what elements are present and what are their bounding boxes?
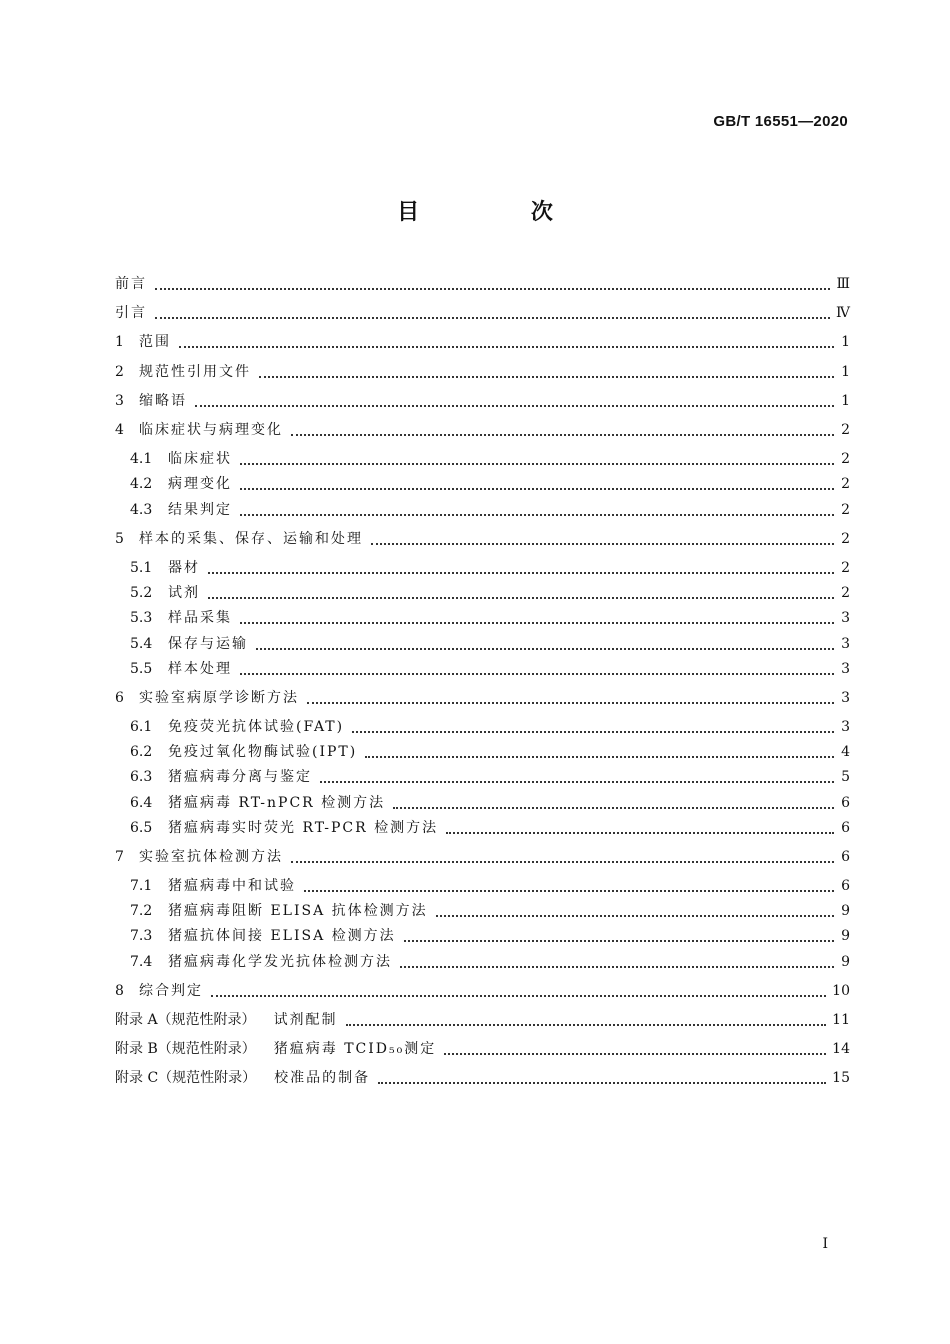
toc-entry-page: 2 bbox=[841, 531, 850, 547]
dot-leader bbox=[211, 995, 826, 997]
toc-entry-label: 试剂 bbox=[168, 585, 200, 601]
toc-entry-page: 1 bbox=[841, 334, 850, 350]
dot-leader bbox=[240, 622, 834, 624]
toc-entry-page: 9 bbox=[841, 954, 850, 970]
dot-leader bbox=[208, 597, 834, 599]
toc-entry[interactable] bbox=[115, 270, 850, 294]
toc-entry[interactable] bbox=[130, 872, 850, 896]
toc-entry-number: 4.2 bbox=[130, 476, 153, 492]
toc-entry-label: 免疫荧光抗体试验(FAT) bbox=[168, 719, 345, 735]
toc-entry-number: 4.3 bbox=[130, 502, 153, 518]
toc-entry-page: 5 bbox=[841, 769, 850, 785]
toc-entry[interactable] bbox=[130, 445, 850, 469]
toc-entry-label: 样品采集 bbox=[168, 610, 232, 626]
toc-entry[interactable] bbox=[130, 738, 850, 762]
toc-entry-label: 猪瘟病毒分离与鉴定 bbox=[168, 769, 312, 785]
toc-entry-number: 4 bbox=[115, 422, 124, 438]
toc-entry-page: 1 bbox=[841, 364, 850, 380]
toc-entry-page: 2 bbox=[841, 585, 850, 601]
toc-entry-page: 2 bbox=[841, 451, 850, 467]
dot-leader bbox=[179, 346, 834, 348]
toc-entry-label: 前言 bbox=[115, 276, 147, 292]
toc-entry[interactable] bbox=[130, 789, 850, 813]
toc-entry[interactable] bbox=[130, 713, 850, 737]
dot-leader bbox=[307, 702, 834, 704]
toc-entry-page: 9 bbox=[841, 903, 850, 919]
toc-entry-page: 6 bbox=[841, 849, 850, 865]
dot-leader bbox=[256, 648, 834, 650]
toc-entry-label: 综合判定 bbox=[139, 983, 203, 999]
toc-entry-number: 5.1 bbox=[130, 560, 153, 576]
toc-entry[interactable] bbox=[130, 470, 850, 494]
toc-entry[interactable] bbox=[130, 579, 850, 603]
toc-entry-page: 3 bbox=[841, 661, 850, 677]
toc-entry-page: 2 bbox=[841, 422, 850, 438]
toc-entry-number: 5 bbox=[115, 531, 124, 547]
dot-leader bbox=[446, 832, 834, 834]
dot-leader bbox=[291, 861, 834, 863]
toc-entry-label: 猪瘟抗体间接 ELISA 检测方法 bbox=[168, 928, 396, 944]
toc-entry-number: 6.4 bbox=[130, 795, 153, 811]
toc-entry-number: 5.4 bbox=[130, 636, 153, 652]
toc-entry-number: 3 bbox=[115, 393, 124, 409]
toc-entry-number: 1 bbox=[115, 334, 124, 350]
toc-entry-page: Ⅲ bbox=[836, 276, 850, 292]
toc-entry[interactable] bbox=[130, 897, 850, 921]
toc-entry[interactable] bbox=[115, 843, 850, 867]
toc-entry-number: 4.1 bbox=[130, 451, 153, 467]
toc-entry[interactable] bbox=[115, 1035, 850, 1059]
toc-entry-page: 2 bbox=[841, 502, 850, 518]
toc-entry-label: 猪瘟病毒 TCID₅₀测定 bbox=[273, 1041, 437, 1057]
dot-leader bbox=[304, 890, 834, 892]
dot-leader bbox=[371, 543, 834, 545]
toc-entry[interactable] bbox=[115, 358, 850, 382]
toc-entry[interactable] bbox=[115, 525, 850, 549]
toc-entry-page: 6 bbox=[841, 820, 850, 836]
toc-entry-label: 猪瘟病毒中和试验 bbox=[168, 878, 296, 894]
toc-entry-label: 校准品的制备 bbox=[274, 1070, 371, 1086]
toc-entry-number: 8 bbox=[115, 983, 124, 999]
toc-entry[interactable] bbox=[115, 299, 850, 323]
toc-entry-page: 1 bbox=[841, 393, 850, 409]
toc-entry-number: 6.3 bbox=[130, 769, 153, 785]
toc-entry[interactable] bbox=[130, 922, 850, 946]
toc-entry[interactable] bbox=[115, 1006, 850, 1030]
toc-entry-label: 器材 bbox=[168, 560, 200, 576]
toc-entry-label: 引言 bbox=[115, 305, 147, 321]
toc-entry-page: 3 bbox=[841, 719, 850, 735]
toc-entry[interactable] bbox=[115, 977, 850, 1001]
dot-leader bbox=[240, 463, 834, 465]
toc-entry-number: 附录 B（规范性附录） bbox=[115, 1041, 256, 1057]
toc-entry-label: 猪瘟病毒阻断 ELISA 抗体检测方法 bbox=[168, 903, 428, 919]
toc-entry-page: 4 bbox=[841, 744, 850, 760]
toc-entry-label: 保存与运输 bbox=[168, 636, 248, 652]
dot-leader bbox=[365, 756, 834, 758]
standard-code: GB/T 16551—2020 bbox=[713, 113, 848, 130]
toc-entry-number: 6.5 bbox=[130, 820, 153, 836]
toc-entry[interactable] bbox=[130, 655, 850, 679]
toc-entry-page: 3 bbox=[841, 690, 850, 706]
toc-entry[interactable] bbox=[115, 387, 850, 411]
toc-entry[interactable] bbox=[130, 948, 850, 972]
toc-entry[interactable] bbox=[130, 814, 850, 838]
toc-entry-number: 6.2 bbox=[130, 744, 153, 760]
dot-leader bbox=[155, 317, 830, 319]
toc-entry-number: 6.1 bbox=[130, 719, 153, 735]
toc-entry[interactable] bbox=[130, 604, 850, 628]
dot-leader bbox=[436, 915, 834, 917]
toc-entry-label: 病理变化 bbox=[168, 476, 232, 492]
page-folio: I bbox=[822, 1236, 828, 1252]
toc-entry-label: 免疫过氧化物酶试验(IPT) bbox=[168, 744, 358, 760]
toc-entry-number: 6 bbox=[115, 690, 124, 706]
dot-leader bbox=[291, 434, 834, 436]
dot-leader bbox=[444, 1053, 826, 1055]
toc-entry-page: 3 bbox=[841, 610, 850, 626]
toc-entry-label: 猪瘟病毒化学发光抗体检测方法 bbox=[168, 954, 392, 970]
toc-entry-label: 试剂配制 bbox=[273, 1012, 338, 1028]
toc-entry-number: 7 bbox=[115, 849, 124, 865]
toc-entry-page: 3 bbox=[841, 636, 850, 652]
dot-leader bbox=[352, 731, 834, 733]
toc-entry-page: 6 bbox=[841, 878, 850, 894]
toc-entry-page: Ⅳ bbox=[836, 305, 850, 321]
toc-entry-page: 2 bbox=[841, 560, 850, 576]
toc-entry[interactable] bbox=[115, 328, 850, 352]
dot-leader bbox=[240, 514, 834, 516]
toc-entry-number: 附录 A（规范性附录） bbox=[115, 1012, 256, 1028]
toc-entry-number: 7.1 bbox=[130, 878, 153, 894]
toc-entry-label: 范围 bbox=[139, 334, 171, 350]
toc-entry[interactable] bbox=[115, 1064, 850, 1088]
toc-entry-label: 猪瘟病毒 RT-nPCR 检测方法 bbox=[168, 795, 386, 811]
toc-entry-page: 11 bbox=[832, 1012, 850, 1028]
toc-entry-number: 7.4 bbox=[130, 954, 153, 970]
toc-entry-number: 5.5 bbox=[130, 661, 153, 677]
toc-entry[interactable] bbox=[115, 684, 850, 708]
dot-leader bbox=[240, 673, 834, 675]
dot-leader bbox=[393, 807, 834, 809]
toc-entry-label: 样本的采集、保存、运输和处理 bbox=[139, 531, 363, 547]
toc-entry-number: 附录 C（规范性附录） bbox=[115, 1070, 257, 1086]
toc-entry-page: 9 bbox=[841, 928, 850, 944]
toc-entry-page: 14 bbox=[832, 1041, 850, 1057]
toc-entry-page: 15 bbox=[832, 1070, 850, 1086]
toc-entry-page: 10 bbox=[832, 983, 850, 999]
dot-leader bbox=[240, 488, 834, 490]
toc-entry[interactable] bbox=[130, 554, 850, 578]
toc-entry-label: 猪瘟病毒实时荧光 RT-PCR 检测方法 bbox=[168, 820, 439, 836]
toc-entry[interactable] bbox=[130, 763, 850, 787]
dot-leader bbox=[404, 940, 834, 942]
toc-entry-label: 实验室抗体检测方法 bbox=[139, 849, 283, 865]
page-title: 目 次 bbox=[397, 200, 605, 225]
dot-leader bbox=[346, 1024, 827, 1026]
toc-entry-label: 样本处理 bbox=[168, 661, 232, 677]
toc-entry-number: 2 bbox=[115, 364, 124, 380]
toc-entry-number: 5.3 bbox=[130, 610, 153, 626]
dot-leader bbox=[259, 376, 834, 378]
toc-entry[interactable] bbox=[130, 496, 850, 520]
toc-entry-label: 临床症状 bbox=[168, 451, 232, 467]
toc-entry-label: 缩略语 bbox=[139, 393, 187, 409]
dot-leader bbox=[195, 405, 834, 407]
toc-entry[interactable] bbox=[130, 630, 850, 654]
toc-entry-number: 7.2 bbox=[130, 903, 153, 919]
toc-entry[interactable] bbox=[115, 416, 850, 440]
toc-entry-number: 7.3 bbox=[130, 928, 153, 944]
toc-entry-label: 临床症状与病理变化 bbox=[139, 422, 283, 438]
dot-leader bbox=[400, 966, 834, 968]
toc-entry-page: 2 bbox=[841, 476, 850, 492]
toc-entry-label: 规范性引用文件 bbox=[139, 364, 251, 380]
dot-leader bbox=[208, 572, 834, 574]
toc-entry-number: 5.2 bbox=[130, 585, 153, 601]
dot-leader bbox=[155, 288, 830, 290]
dot-leader bbox=[320, 781, 834, 783]
toc-entry-label: 实验室病原学诊断方法 bbox=[139, 690, 299, 706]
dot-leader bbox=[378, 1082, 826, 1084]
toc-entry-label: 结果判定 bbox=[168, 502, 232, 518]
toc-entry-page: 6 bbox=[841, 795, 850, 811]
